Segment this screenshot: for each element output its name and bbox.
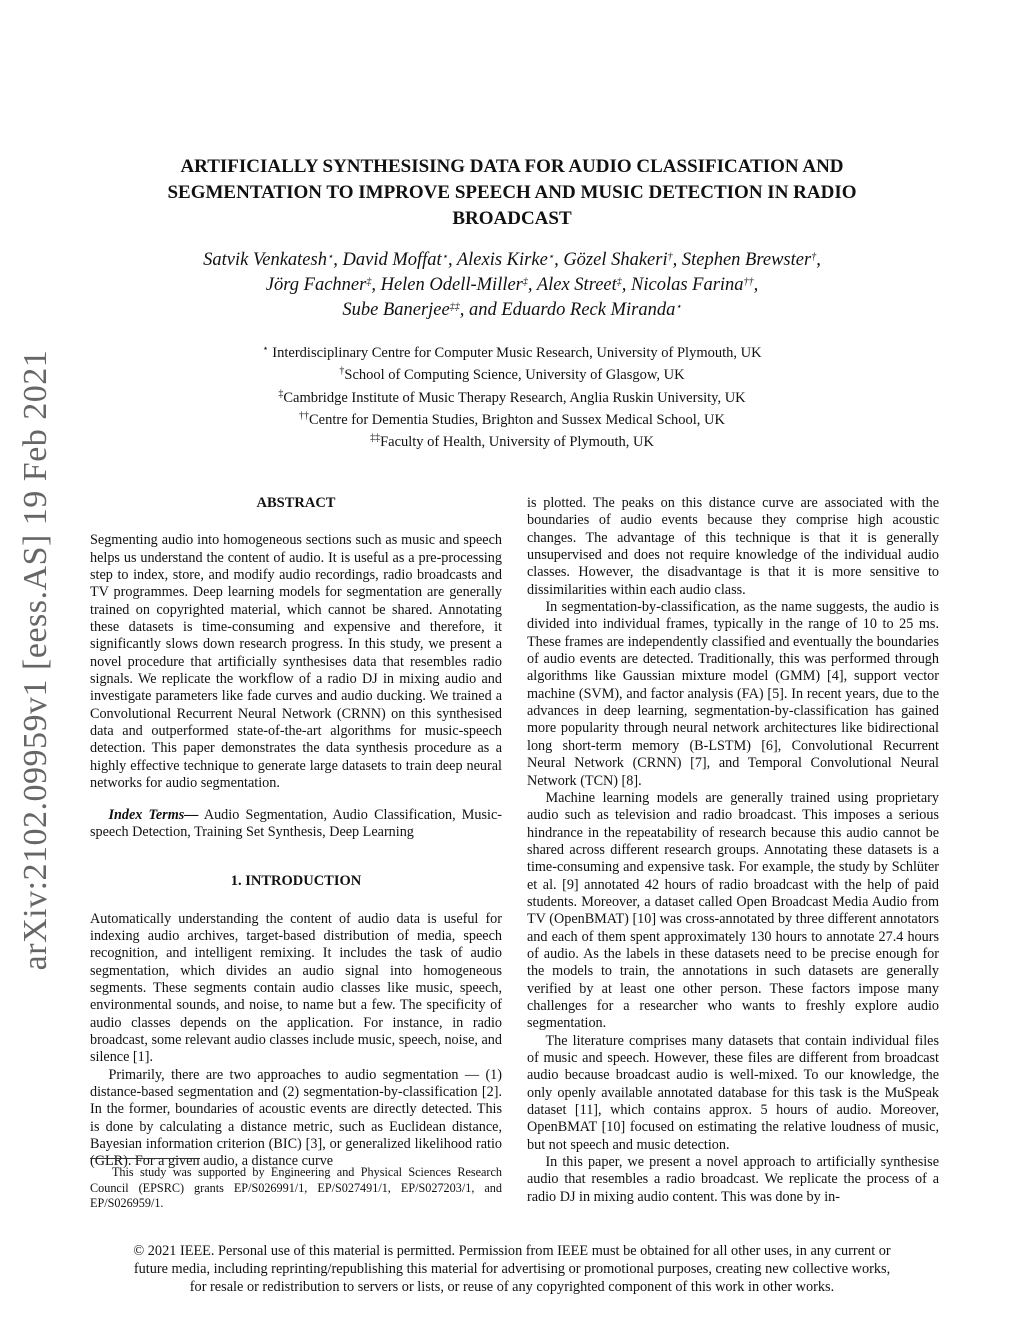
author-name: David Moffat (342, 250, 442, 270)
body-paragraph: Machine learning models are generally trained using proprietary audio such as television and radio broadcast. This imposes a serious hindrance in the repeatability of research because this audio cannot be shared across different research groups. Annotating these datasets is a time-consuming and expensive task. For example, the study by Schlüter et al. [9] annotated 42 hours of radio broadcast with the help of paid students. Moreover, a dataset called Open Broadcast Media Audio from TV (OpenBMAT) [10] was cross-annotated by three different annotators and each of them spent approximately 130 hours to annotate 27.4 hours of audio. As the labels in these datasets need to be precise enough for the models to train, the annotations in such datasets are generally verified by at least one other person. These factors impose many challenges for a researcher who wants to freshly explore audio segmentation. (527, 789, 939, 1032)
body-paragraph: is plotted. The peaks on this distance curve are associated with the boundaries of audio events because they comprise high acoustic changes. The advantage of this technique is that it is generally unsupervised and does not require knowledge of the individual audio classes. However, the disadvantage is that it is more sensitive to dissimilarities within each audio class. (527, 495, 939, 598)
affiliation-text: School of Computing Science, University of Glasgow, UK (344, 367, 685, 384)
author-name: Gözel Shakeri (563, 250, 668, 270)
body-paragraph: In this paper, we present a novel approach to artificially synthesise audio that resembles a radio broadcast. We replicate the process of a radio DJ in mixing audio content. This was done by in- (527, 1154, 939, 1205)
author-name: Satvik Venkatesh (203, 250, 327, 270)
abstract-heading: ABSTRACT (256, 495, 336, 511)
affiliation-marker: † (339, 365, 345, 377)
author-name: Nicolas Farina (631, 275, 744, 295)
index-terms-label: Index Terms— (108, 806, 199, 823)
affiliation (120, 431, 904, 453)
author-name: Alex Street (536, 275, 617, 295)
affiliation-marker: ⋆ (262, 343, 269, 355)
affiliation (120, 342, 904, 364)
arxiv-stamp-text: arXiv:2102.09959v1 [eess.AS] 19 Feb 2021 (17, 349, 54, 971)
footnote (90, 1158, 502, 1212)
affiliation-marker: ⋆ (441, 251, 448, 263)
author-separator: , and (459, 300, 502, 320)
author-separator: , (554, 250, 564, 270)
copyright-line: © 2021 IEEE. Personal use of this material is permitted. Permission from IEEE must be obtained for all other uses, in any current or (133, 1243, 891, 1259)
author-separator: , (672, 250, 682, 270)
affiliation-list (120, 342, 904, 453)
copyright-notice (120, 1243, 904, 1296)
author-separator: , (333, 250, 343, 270)
affiliation-marker: ⋆ (547, 251, 555, 263)
affiliation-marker: ‡‡ (370, 432, 381, 444)
body-paragraph: The literature comprises many datasets that contain individual files of music and speech. However, these files are different from broadcast audio because broadcast audio is well-mixed. To our knowledge, the only openly available annotated database for this task is the MuSpeak dataset [11], which contains approx. 5 hours of audio. Moreover, OpenBMAT [10] focused on estimating the relative loudness of music, but not speech and music detection. (527, 1032, 939, 1153)
affiliation-marker: ⋆ (326, 251, 334, 263)
intro-paragraph: Automatically understanding the content of audio data is useful for indexing audio archives, target-based distribution of media, speech recognition, and intelligent remixing. It includes the task of audio segmentation, which divides an audio signal into homogeneous segments. These segments contain audio classes like music, speech, environmental sounds, and noise, to name but a few. The specificity of audio classes depends on the application. For instance, in radio broadcast, some relevant audio classes include music, speech, noise, and silence [1]. (90, 910, 502, 1066)
footnote-divider (90, 1158, 200, 1159)
affiliation-marker: ‡ (278, 388, 284, 400)
affiliation (120, 387, 904, 409)
author-line (120, 248, 904, 273)
author-separator: , (753, 275, 759, 295)
author-separator: , (816, 250, 821, 270)
affiliation-marker: † (667, 251, 673, 263)
copyright-line: future media, including reprinting/republishing this material for advertising or promotional purposes, creating new collective works, (133, 1260, 891, 1277)
arxiv-stamp (14, 349, 58, 971)
author-separator: , (371, 275, 381, 295)
intro-paragraph: Primarily, there are two approaches to audio segmentation — (1) distance-based segmentation and (2) segmentation-by-classification [2]. In the former, boundaries of acoustic events are directly detected. This is done by calculating a distance metric, such as Euclidean distance, Bayesian information criterion (BIC) [3], or generalized likelihood ratio (GLR). For a given audio, a distance curve (90, 1066, 502, 1170)
index-terms-text: Audio Segmentation, Audio Classification, Music-speech Detection, Training Set Synthesis, Deep Learning (90, 806, 502, 840)
author-name: Sube Banerjee (342, 300, 450, 320)
affiliation-marker: ‡ (616, 276, 622, 288)
affiliation-marker: ‡‡ (449, 301, 460, 313)
affiliation-marker: †† (743, 276, 754, 288)
introduction-heading: 1. INTRODUCTION (230, 873, 362, 890)
affiliation-marker: ‡ (522, 276, 528, 288)
author-separator: , (527, 275, 537, 295)
affiliation (120, 364, 904, 386)
affiliation-marker: ‡ (366, 276, 372, 288)
affiliation-text: Centre for Dementia Studies, Brighton and Sussex Medical School, UK (308, 411, 725, 428)
author-line (120, 298, 904, 323)
author-name: Jörg Fachner (265, 275, 367, 295)
left-column (90, 495, 502, 1171)
affiliation-marker: † (811, 251, 817, 263)
affiliation-marker: †† (298, 410, 309, 422)
affiliation-text: Cambridge Institute of Music Therapy Research, Anglia Ruskin University, UK (283, 389, 746, 406)
author-line (120, 273, 904, 298)
right-column (527, 495, 939, 1206)
author-list (120, 248, 904, 323)
author-separator: , (621, 275, 632, 295)
affiliation-text: Faculty of Health, University of Plymouth, UK (380, 434, 654, 451)
author-separator: , (447, 250, 457, 270)
footnote-text: This study was supported by Engineering and Physical Sciences Research Council (EPSRC) grants EP/S026991/1, EP/S027491/1, EP/S027203/1, and EP/S026959/1. (90, 1165, 502, 1210)
body-paragraph: In segmentation-by-classification, as the name suggests, the audio is divided into individual frames, typically in the range of 10 to 25 ms. These frames are independently classified and eventually the boundaries of audio events are detected. Traditionally, this was performed through algorithms like Gaussian mixture model (GMM) [4], support vector machine (SVM), and factor analysis (FA) [5]. In recent years, due to the advances in deep learning, segmentation-by-classification has gained more popularity through neural network architectures like bidirectional long short-term memory (B-LSTM) [6], Convolutional Recurrent Neural Network (CRNN) [7], and Temporal Convolutional Neural Network (TCN) [8]. (527, 599, 939, 789)
author-name: Alexis Kirke (456, 250, 548, 270)
author-name: Eduardo Reck Miranda (501, 300, 676, 320)
affiliation-marker: ⋆ (675, 301, 682, 313)
copyright-line: for resale or redistribution to servers or lists, or reuse of any copyrighted component of this work in other works. (189, 1278, 835, 1295)
index-terms (90, 807, 502, 842)
title-line: ARTIFICIALLY SYNTHESISING DATA FOR AUDIO CLASSIFICATION AND (180, 156, 844, 177)
author-name: Stephen Brewster (681, 250, 812, 270)
affiliation-text: Interdisciplinary Centre for Computer Music Research, University of Plymouth, UK (268, 345, 762, 361)
affiliation (120, 409, 904, 431)
title-line: BROADCAST (452, 208, 572, 229)
author-name: Helen Odell-Miller (380, 275, 523, 295)
abstract-text: Segmenting audio into homogeneous sections such as music and speech helps us understand the content of audio. It is useful as a pre-processing step to index, store, and modify audio recordings, radio broadcasts and TV programmes. Deep learning models for segmentation are generally trained on copyrighted material, which cannot be shared. Annotating these datasets is time-consuming and expensive and therefore, it significantly slows down research progress. In this study, we present a novel procedure that artificially synthesises data that resembles radio signals. We replicate the workflow of a radio DJ in mixing audio and investigate parameters like fade curves and audio ducking. We trained a Convolutional Recurrent Neural Network (CRNN) on this synthesised data and outperformed state-of-the-art algorithms for music-speech detection. This paper demonstrates the data synthesis procedure as a highly effective technique to generate large datasets to train deep neural networks for audio segmentation. (90, 532, 502, 792)
title-line: SEGMENTATION TO IMPROVE SPEECH AND MUSIC DETECTION IN RADIO (167, 182, 857, 203)
paper-title (120, 154, 904, 232)
